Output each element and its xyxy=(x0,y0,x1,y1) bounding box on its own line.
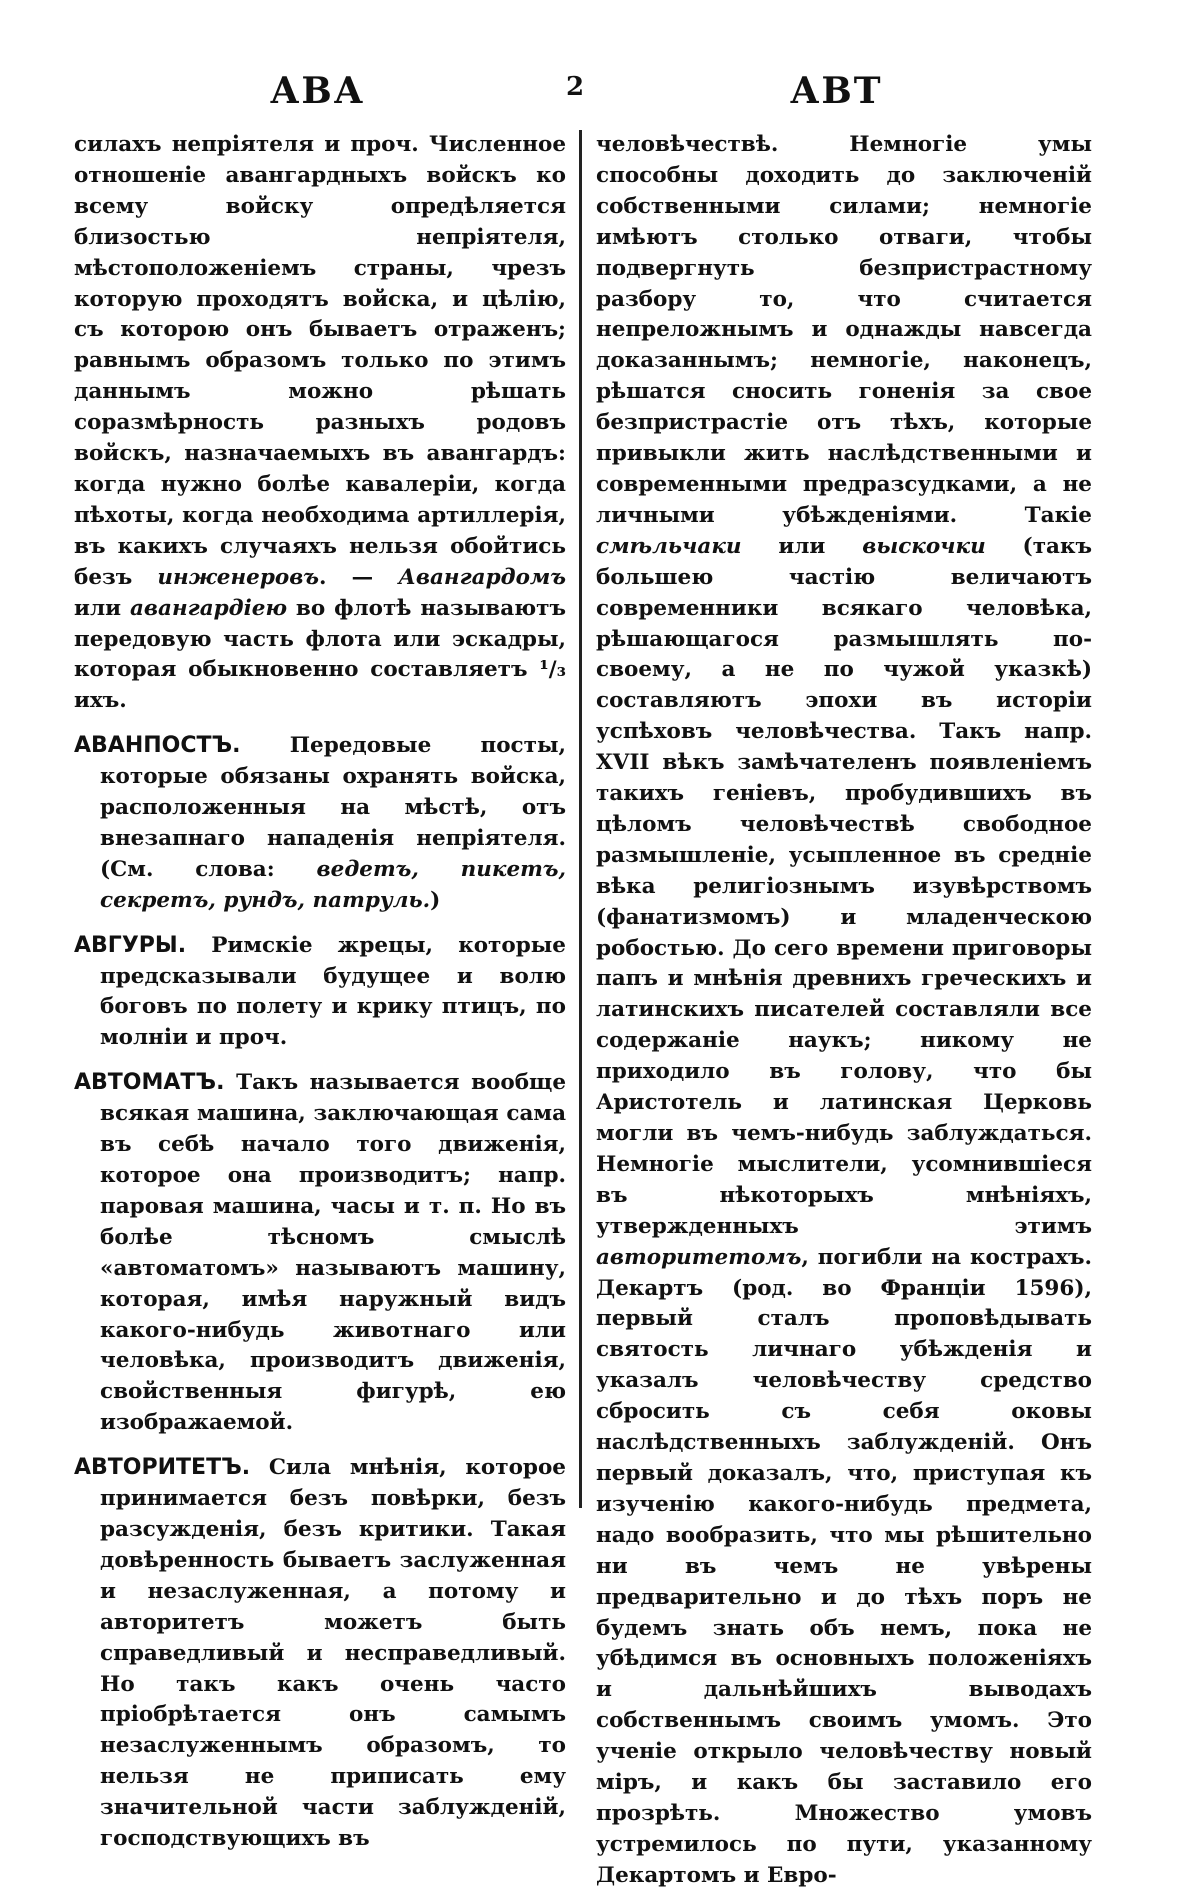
text-segment: (такъ большею частію величаютъ современники всякаго человѣка, рѣшающагося размышлять по-своему, а не по чужой указкѣ) составляютъ эпохи въ исторіи успѣховъ человѣчества. Такъ напр. XVII вѣкъ замѣчателенъ появленіемъ такихъ геніевъ, пробудившихъ въ цѣломъ человѣчествѣ свободное размышленіе, усыпленное въ средніе вѣка религіознымъ изувѣрствомъ (фанатизмомъ) и младенческою робостью. До сего времени приговоры папъ и мнѣнія древнихъ греческихъ и латинскихъ писателей составляли все содержаніе наукъ; никому не приходило въ голову, что бы Аристотель и латинская Церковь могли въ чемъ-нибудь заблуждаться. Немногіе мыслители, усомнившіеся въ нѣкоторыхъ мнѣніяхъ, утвержденныхъ этимъ xyxy=(596,533,1092,1239)
italic-term: выскочки xyxy=(862,533,986,559)
italic-term: авангардіею xyxy=(129,595,288,621)
entry-text: Римскіе жрецы, которые предсказывали будущее и волю боговъ по полету и крику птицъ, по молніи и проч. xyxy=(100,932,566,1051)
entry-avtomat xyxy=(74,1068,566,1439)
text-segment: , погибли на кострахъ. Декартъ (род. во Франціи 1596), первый сталъ проповѣдывать святость личнаго убѣжденія и указалъ человѣчеству средство сбросить съ себя оковы наслѣдственныхъ заблужденій. Онъ первый доказалъ, что, приступая къ изученію какого-нибудь предмета, надо вообразить, что мы рѣшительно ни въ чемъ не увѣрены предварительно и до тѣхъ поръ не будемъ знать объ немъ, пока не убѣдимся въ основныхъ положеніяхъ и дальнѣйшихъ выводахъ собственнымъ своимъ умомъ. Это ученіе открыло человѣчеству новый міръ, и какъ бы заставило его прозрѣть. Множество умовъ устремилось по пути, указанному Декартомъ и Евро- xyxy=(596,1244,1092,1888)
text-segment: силахъ непріятеля и проч. Численное отношеніе авангардныхъ войскъ ко всему войску опредѣляется близостью непріятеля, мѣстоположеніемъ страны, чрезъ которую проходятъ войска, и цѣлію, съ которою онъ бываетъ отраженъ; равнымъ образомъ только по этимъ даннымъ можно рѣшать соразмѣрность разныхъ родовъ войскъ, назначаемыхъ въ авангардъ: когда нужно болѣе кавалеріи, когда пѣхоты, когда необходима артиллерія, въ какихъ случаяхъ нельзя обойтись безъ xyxy=(74,132,566,590)
text-segment: ихъ. xyxy=(74,688,127,714)
column-divider xyxy=(579,130,582,1508)
running-head-left: АВА xyxy=(270,70,366,112)
entry-avgury xyxy=(74,931,566,1055)
text-segment: . — xyxy=(318,564,374,590)
headword: АВТОМАТЪ. xyxy=(74,1070,225,1096)
text-segment: или xyxy=(74,595,122,621)
entry-text: Сила мнѣнія, которое принимается безъ повѣрки, безъ разсужденія, безъ критики. Такая довѣренность бываетъ заслуженная и незаслуженная, а потому и авторитетъ можетъ быть справедливый и несправедливый. Но такъ какъ очень часто пріобрѣтается онъ самымъ незаслуженнымъ образомъ, то нельзя не приписать ему значительной части заблужденій, господствующихъ въ xyxy=(100,1455,566,1852)
text-segment: ) xyxy=(430,887,441,913)
text-segment: человѣчествѣ. Немногіе умы способны доходить до заключеній собственными силами; немногіе имѣютъ столько отваги, чтобы подвергнуть безпристрастному разбору то, что считается непреложнымъ и однажды навсегда доказаннымъ; немногіе, наконецъ, рѣшатся сносить гоненія за свое безпристрастіе отъ тѣхъ, которые привыкли жить наслѣдственными и современными предразсудками, а не личными убѣжденіями. Такіе xyxy=(596,132,1092,528)
entry-avanpost xyxy=(74,731,566,916)
italic-term: смѣльчаки xyxy=(596,533,742,559)
fraction: ¹/₃ xyxy=(539,657,566,683)
italic-term: авторитетомъ xyxy=(596,1244,802,1270)
italic-term: инженеровъ xyxy=(157,564,319,590)
headword: АВГУРЫ. xyxy=(74,932,187,958)
entry-avtoritet-continuation xyxy=(596,130,1092,1892)
running-head-right: АВТ xyxy=(790,70,883,112)
right-column xyxy=(596,130,1092,1892)
entry-text: Такъ называется вообще всякая машина, заключающая сама въ себѣ начало того движенія, которое она производитъ; напр. паровая машина, часы и т. п. Но въ болѣе тѣсномъ смыслѣ «автоматомъ» называютъ машину, которая, имѣя наружный видъ какого-нибудь животнаго или человѣка, производитъ движенія, свойственныя фигурѣ, ею изображаемой. xyxy=(100,1070,566,1436)
headword: АВАНПОСТЪ. xyxy=(74,733,241,759)
entry-avtoritet xyxy=(74,1453,566,1855)
cross-references: ведетъ, пикетъ, секретъ, рундъ, патруль. xyxy=(100,856,566,913)
left-column xyxy=(74,130,566,1855)
entry-text: Передовые посты, которые обязаны охранять войска, расположенныя на мѣстѣ, отъ внезапнаго нападенія непріятеля. (См. слова: xyxy=(100,733,566,882)
text-segment: или xyxy=(778,533,826,559)
headword: АВТОРИТЕТЪ. xyxy=(74,1455,251,1481)
text-segment: во флотѣ называютъ передовую часть флота или эскадры, которая обыкновенно составляетъ xyxy=(74,595,566,683)
entry-avangard-continuation xyxy=(74,130,566,717)
italic-term: Авангардомъ xyxy=(398,564,566,590)
page-number: 2 xyxy=(566,72,587,102)
